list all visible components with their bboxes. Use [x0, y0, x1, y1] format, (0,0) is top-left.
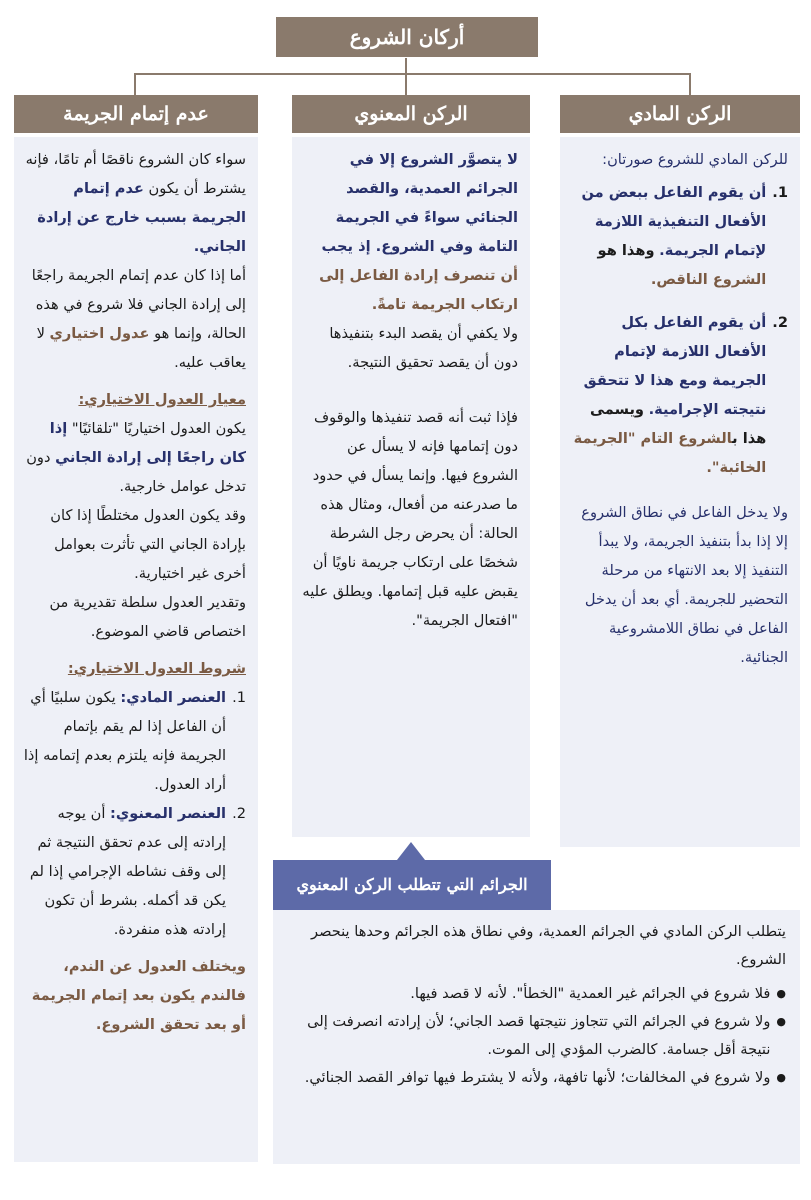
- condition-2-text: أن يوجه إرادته إلى عدم تحقق النتيجة ثم إلى وقف نشاطه الإجرامي إذا لم يكن قد أكمله. بشرط أن تكون إرادته هذه منفردة.: [29, 805, 227, 938]
- complete-attempt-term: الشروع التام "الجريمة الخائبة".: [573, 430, 767, 476]
- material-item-1-note: وهذا هو: [597, 242, 655, 259]
- required-crimes-intro: يتطلب الركن المادي في الجرائم العمدية، وفي نطاق هذه الجرائم وحدها ينحصر الشروع.: [311, 923, 786, 968]
- item-number: 1.: [772, 184, 788, 201]
- condition-2: [22, 799, 246, 944]
- item-number: 2.: [232, 805, 246, 822]
- moral-p1-text: لا يتصوَّر الشروع إلا في الجرائم العمدية، والقصد الجنائي سواءً في الجريمة التامة وفي الشروع. إذ يجب: [321, 151, 518, 255]
- material-item-1: [570, 178, 788, 294]
- incomplete-p2-text: أما إذا كان عدم إتمام الجريمة راجعًا إلى إرادة الجاني فلا شروع في هذه الحالة، وإنما هو: [31, 267, 246, 342]
- connector-vertical-top: [405, 58, 407, 74]
- connector-middle: [405, 73, 407, 95]
- material-item-2-text: أن يقوم الفاعل بكل الأفعال اللازمة لإتمام الجريمة ومع هذا لا تتحقق نتيجته الإجرامية.: [583, 314, 767, 418]
- incomplete-panel: [14, 137, 258, 1162]
- criterion-2: وقد يكون العدول مختلطًا إذا كان بإرادة الجاني التي تأثرت بعوامل أخرى غير اختيارية.: [50, 507, 246, 582]
- material-item-1-text: أن يقوم الفاعل ببعض من الأفعال التنفيذية اللازمة لإتمام الجريمة.: [581, 184, 767, 259]
- incomplete-p1-highlight: عدم إتمام الجريمة بسبب خارج عن إرادة الجاني.: [37, 180, 246, 255]
- condition-1: [22, 683, 246, 799]
- material-item-2-note: ويسمى هذا ب: [590, 401, 767, 447]
- moral-p3: فإذا ثبت أنه قصد تنفيذها والوقوف دون إتمامها فإنه لا يسأل عن الشروع فيها. وإنما يسأل في حدود ما صدرعنه من أفعال، ومثال هذه الحالة: أن يحرض رجل الشرطة شخصًا على ارتكاب جريمة ناويًا أن يقبض عليه قبل إتمامها. ويطلق عليه "افتعال الجريمة".: [302, 409, 518, 629]
- incomplete-p2-end: لا يعاقب عليه.: [36, 325, 246, 371]
- required-crimes-bullet-1: [283, 980, 786, 1008]
- connector-horizontal: [134, 73, 690, 75]
- criterion-3: وتقدير العدول سلطة تقديرية من اختصاص قاضي الموضوع.: [49, 594, 246, 640]
- bullet-icon: ●: [776, 1015, 786, 1028]
- required-crimes-bullet-3: [283, 1064, 786, 1092]
- item-number: 1.: [232, 689, 246, 706]
- criterion-1-text: يكون العدول اختياريًا "تلقائيًا": [71, 420, 246, 437]
- condition-1-label: العنصر المادي:: [120, 689, 227, 706]
- bullet-icon: ●: [776, 987, 786, 1000]
- page-title: أركان الشروع: [276, 17, 538, 57]
- condition-1-text: يكون سلبيًا أي أن الفاعل إذا لم يقم بإتمام الجريمة فإنه يلتزم بعدم إتمامه إذا أراد العدول.: [23, 689, 227, 793]
- required-crimes-panel: [273, 910, 800, 1164]
- material-panel: [560, 137, 800, 847]
- bullet-text: فلا شروع في الجرائم غير العمدية "الخطأ". لأنه لا قصد فيها.: [410, 985, 771, 1002]
- header-incomplete: عدم إتمام الجريمة: [14, 95, 258, 133]
- criterion-1-end: دون تدخل عوامل خارجية.: [26, 449, 246, 495]
- incomplete-attempt-term: الشروع الناقص.: [650, 271, 767, 288]
- voluntary-withdrawal-term: عدول اختياري: [49, 325, 150, 342]
- moral-p2: ولا يكفي أن يقصد البدء بتنفيذها دون أن يقصد تحقيق النتيجة.: [329, 325, 518, 371]
- material-item-2: [570, 308, 788, 482]
- material-paragraph: ولا يدخل الفاعل في نطاق الشروع إلا إذا بدأ بتنفيذ الجريمة، ولا يبدأ التنفيذ إلا بعد الانتهاء من مرحلة التحضير للجريمة. أي بعد أن يدخل الفاعل في نطاق اللامشروعية الجنائية.: [581, 504, 788, 666]
- required-crimes-header: الجرائم التي تتطلب الركن المعنوي: [273, 860, 551, 910]
- required-crimes-bullet-2: [283, 1008, 786, 1064]
- arrow-up-icon: [397, 842, 425, 860]
- condition-2-label: العنصر المعنوي:: [110, 805, 227, 822]
- connector-right: [689, 73, 691, 95]
- bullet-text: ولا شروع في الجرائم التي تتجاوز نتيجتها قصد الجاني؛ لأن إرادته انصرفت إلى نتيجة أقل جسامة. كالضرب المؤدي إلى الموت.: [307, 1013, 771, 1058]
- conditions-title: شروط العدول الاختياري:: [67, 660, 246, 677]
- connector-left: [134, 73, 136, 95]
- bullet-icon: ●: [776, 1071, 786, 1084]
- bullet-text: ولا شروع في المخالفات؛ لأنها تافهة، ولأنه لا يشترط فيها توافر القصد الجنائي.: [304, 1069, 771, 1086]
- item-number: 2.: [772, 314, 788, 331]
- material-intro: للركن المادي للشروع صورتان:: [602, 151, 788, 168]
- header-moral: الركن المعنوي: [292, 95, 530, 133]
- remorse-paragraph: ويختلف العدول عن الندم، فالندم يكون بعد إتمام الجريمة أو بعد تحقق الشروع.: [31, 958, 246, 1033]
- criterion-title: معيار العدول الاختياري:: [78, 391, 246, 408]
- criterion-1-highlight: إذا كان راجعًا إلى إرادة الجاني: [49, 420, 246, 466]
- moral-p1-highlight: أن تنصرف إرادة الفاعل إلى ارتكاب الجريمة تامةً.: [319, 267, 518, 313]
- incomplete-p1-text: سواء كان الشروع ناقصًا أم تامًا، فإنه يشترط أن يكون: [25, 151, 246, 197]
- header-material: الركن المادي: [560, 95, 800, 133]
- moral-panel: [292, 137, 530, 837]
